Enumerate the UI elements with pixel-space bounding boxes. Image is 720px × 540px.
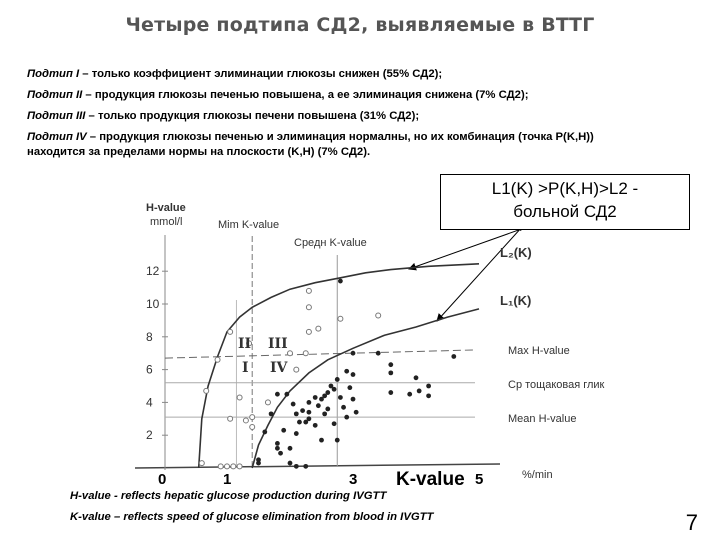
x-axis-title: K-value (396, 469, 465, 490)
filled-data-point (451, 354, 456, 359)
max-h-line (165, 350, 475, 358)
filled-data-point (278, 451, 283, 456)
open-data-point (228, 416, 233, 421)
subtype-label: Подтип IV (27, 131, 87, 143)
region-label-III: III (268, 336, 288, 352)
filled-data-point (316, 403, 321, 408)
callout-box (440, 174, 690, 230)
filled-data-point (275, 446, 280, 451)
min-k-label: Mim K-value (218, 219, 280, 231)
open-data-point (218, 464, 223, 469)
subtype-label: Подтип III (27, 110, 86, 122)
max-h-label: Max H-value (508, 345, 570, 357)
filled-data-point (417, 389, 422, 394)
subtype-text: – продукция глюкозы печенью повышена, а ее элиминация снижена (7% СД2); (82, 89, 529, 101)
filled-data-point (325, 390, 330, 395)
open-data-point (265, 400, 270, 405)
filled-data-point (303, 464, 308, 469)
filled-data-point (341, 405, 346, 410)
l2-curve (199, 264, 479, 468)
filled-data-point (407, 392, 412, 397)
open-data-point (376, 313, 381, 318)
open-data-point (237, 464, 242, 469)
filled-data-point (288, 446, 293, 451)
l1-curve (252, 309, 479, 468)
filled-data-point (281, 428, 286, 433)
footnote-text: – reflects speed of glucose elimination from blood in IVGTT (110, 511, 434, 523)
filled-data-point (322, 411, 327, 416)
y-tick-label: 6 (146, 362, 153, 377)
filled-data-point (338, 279, 343, 284)
x-axis (135, 464, 500, 468)
slide-title: Четыре подтипа СД2, выявляемые в ВТТГ (125, 14, 595, 36)
open-data-point (231, 464, 236, 469)
callout-line-2: больной СД2 (513, 202, 617, 221)
y-tick-label: 8 (146, 329, 153, 344)
subtype-text: – продукция глюкозы печенью и элиминация нормалны, но их комбинация (точка P(K,H)) (86, 131, 594, 143)
filled-data-point (332, 387, 337, 392)
footnote-label: K-value (70, 511, 111, 523)
filled-data-point (262, 430, 267, 435)
y-axis-title: H-value (146, 202, 186, 214)
filled-data-point (414, 375, 419, 380)
filled-data-point (351, 397, 356, 402)
subtype-text: – только коэффициент элиминации глюкозы снижен (55% СД2); (79, 68, 443, 80)
subtype-label: Подтип II (27, 89, 83, 101)
filled-data-point (388, 390, 393, 395)
filled-data-point (294, 431, 299, 436)
y-axis-unit: mmol/l (150, 216, 183, 228)
open-data-point (303, 351, 308, 356)
filled-data-point (319, 438, 324, 443)
open-data-point (306, 329, 311, 334)
y-tick-label: 4 (146, 395, 153, 410)
filled-data-point (300, 408, 305, 413)
region-label-II: II (238, 336, 252, 352)
filled-data-point (307, 400, 312, 405)
footnote-k (70, 511, 433, 523)
filled-data-point (297, 420, 302, 425)
open-data-point (250, 415, 255, 420)
filled-data-point (294, 464, 299, 469)
subtype-4-cont: находится за пределами нормы на плоскости (K,H) (7% СД2). (27, 146, 371, 158)
open-data-point (215, 357, 220, 362)
filled-data-point (388, 370, 393, 375)
filled-data-point (338, 395, 343, 400)
open-data-point (237, 395, 242, 400)
filled-data-point (351, 372, 356, 377)
filled-data-point (354, 410, 359, 415)
filled-data-point (426, 393, 431, 398)
filled-data-point (332, 421, 337, 426)
x-tick-label: 0 (158, 471, 167, 488)
filled-data-point (347, 385, 352, 390)
l2-label: L₂(K) (500, 245, 532, 260)
open-data-point (199, 461, 204, 466)
filled-data-point (335, 377, 340, 382)
filled-data-point (388, 362, 393, 367)
mean-h-label: Mean H-value (508, 413, 577, 425)
filled-data-point (275, 392, 280, 397)
filled-data-point (313, 423, 318, 428)
y-tick-label: 2 (146, 428, 153, 443)
l1-label: L₁(K) (500, 293, 532, 308)
filled-data-point (256, 461, 261, 466)
mean-k-label: Средн K-value (294, 237, 367, 249)
open-data-point (225, 464, 230, 469)
open-data-point (306, 288, 311, 293)
open-data-point (243, 418, 248, 423)
x-tick-label: 5 (475, 471, 484, 488)
filled-data-point (294, 411, 299, 416)
open-data-point (306, 305, 311, 310)
filled-data-point (275, 441, 280, 446)
subtype-text: – только продукция глюкозы печени повышена (31% СД2); (85, 110, 420, 122)
filled-data-point (426, 384, 431, 389)
open-data-point (316, 326, 321, 331)
filled-data-point (307, 416, 312, 421)
subtype-label: Подтип I (27, 68, 80, 80)
open-data-point (294, 367, 299, 372)
footnote-label: H-value (70, 490, 111, 502)
region-label-IV: IV (270, 360, 288, 376)
x-axis-unit: %/min (522, 469, 553, 481)
filled-data-point (344, 369, 349, 374)
callout-line-1: L1(K) >P(K,H)>L2 - (491, 179, 639, 198)
page-number: 7 (685, 510, 698, 535)
filled-data-point (307, 410, 312, 415)
filled-data-point (325, 407, 330, 412)
open-data-point (338, 316, 343, 321)
fasting-glucose-label: Ср тощаковая глик (508, 379, 605, 391)
filled-data-point (344, 415, 349, 420)
footnote-text: - reflects hepatic glucose production during IVGTT (110, 490, 387, 502)
footnote-h (70, 490, 386, 502)
filled-data-point (376, 351, 381, 356)
open-data-point (250, 425, 255, 430)
x-tick-label: 3 (349, 471, 358, 488)
region-label-I: I (242, 360, 249, 376)
open-data-point (288, 351, 293, 356)
open-data-point (204, 388, 209, 393)
x-tick-label: 1 (223, 471, 232, 488)
filled-data-point (291, 402, 296, 407)
filled-data-point (288, 461, 293, 466)
filled-data-point (313, 395, 318, 400)
filled-data-point (269, 411, 274, 416)
y-tick-label: 12 (146, 264, 160, 279)
filled-data-point (351, 351, 356, 356)
filled-data-point (284, 392, 289, 397)
open-data-point (228, 329, 233, 334)
y-tick-label: 10 (146, 297, 160, 311)
filled-data-point (335, 438, 340, 443)
